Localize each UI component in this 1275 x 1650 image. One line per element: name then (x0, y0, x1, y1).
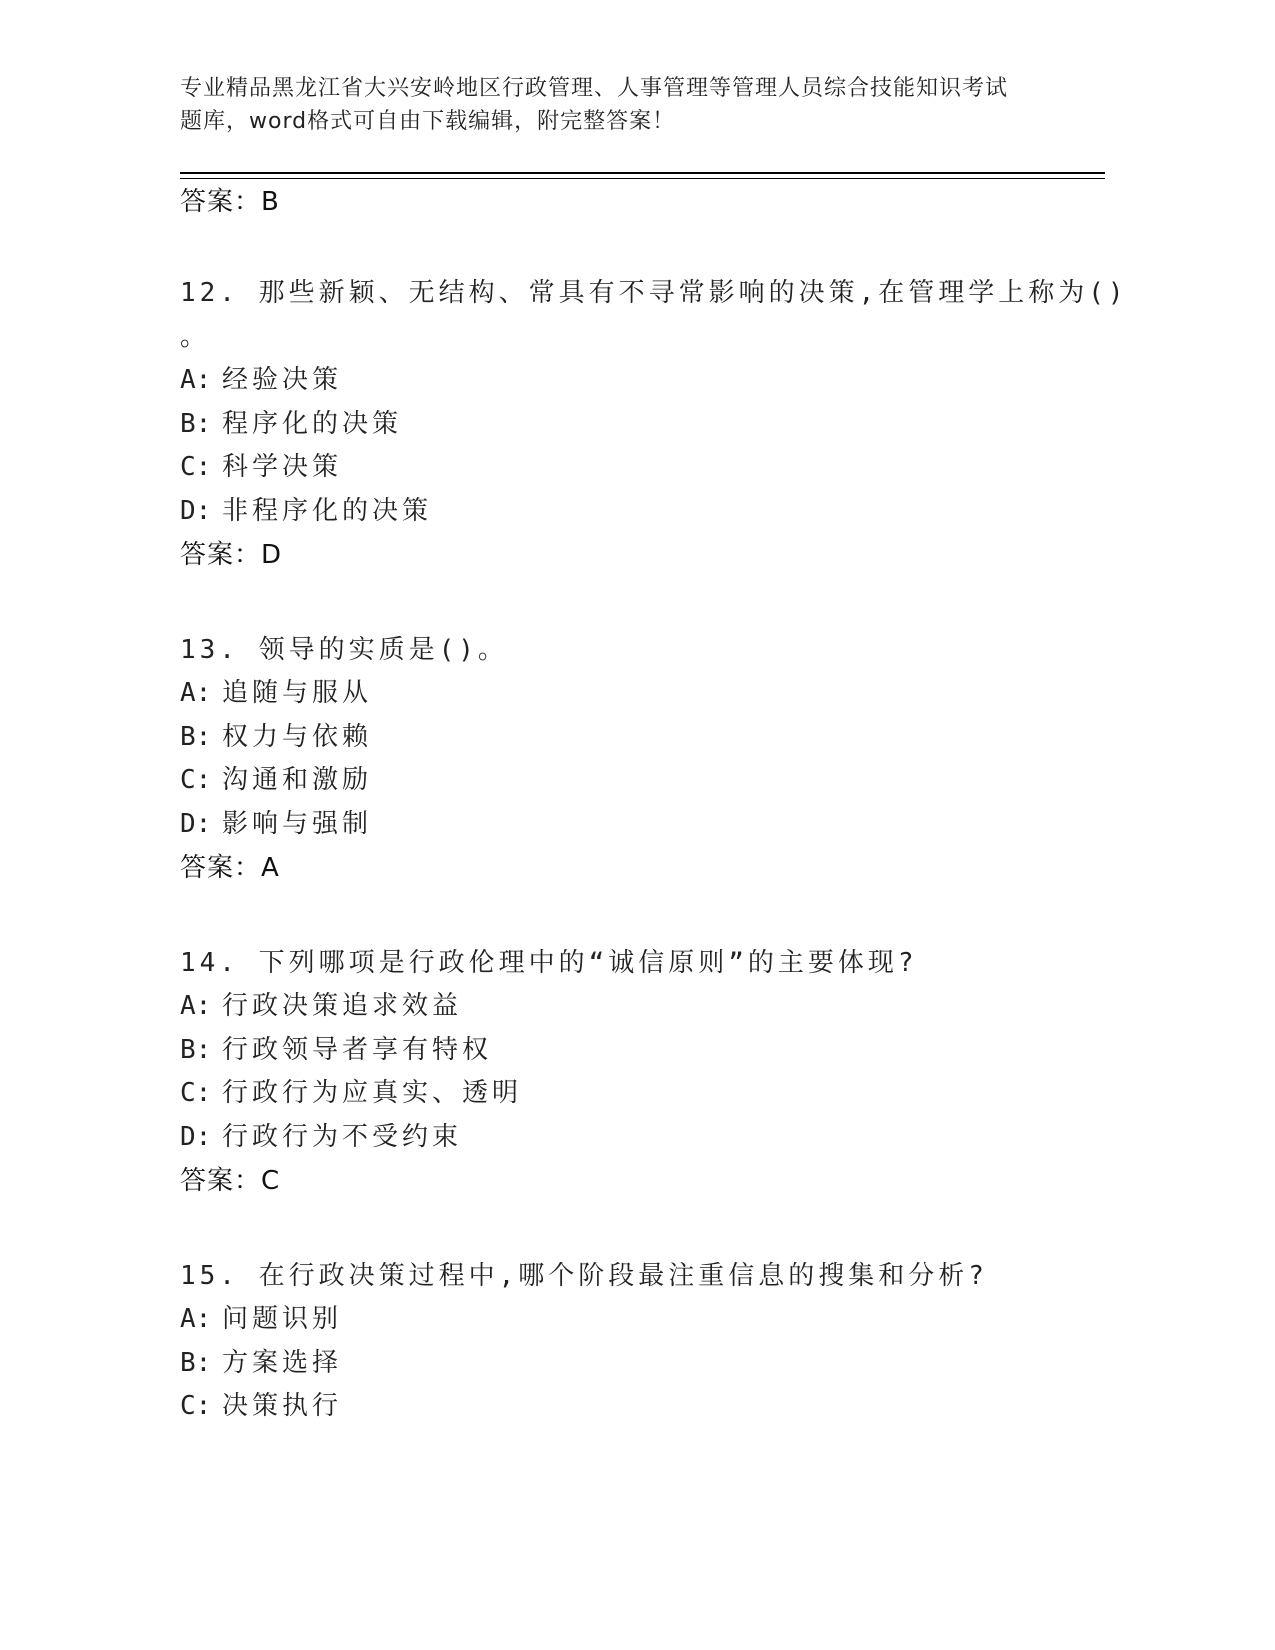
question-stem: 领导的实质是()。 (258, 635, 508, 665)
option-text: 行政行为不受约束 (222, 1121, 463, 1152)
option-text: 追随与服从 (222, 678, 373, 708)
option-a (180, 985, 1105, 1029)
question-3 (180, 941, 1105, 1203)
option-text: 行政决策追求效益 (222, 991, 463, 1021)
option-c (180, 759, 1105, 803)
option-key: B: (180, 1034, 212, 1065)
document-header (180, 72, 1080, 138)
option-c (180, 446, 1105, 490)
option-c (180, 1385, 1105, 1429)
previous-answer (180, 184, 1105, 220)
option-b (180, 1029, 1105, 1073)
option-text: 非程序化的决策 (222, 495, 433, 526)
question-4 (180, 1254, 1105, 1429)
option-key: C: (180, 1391, 212, 1421)
option-text: 权力与依赖 (222, 721, 373, 752)
question-stem: 下列哪项是行政伦理中的“诚信原则”的主要体现? (258, 948, 918, 978)
answer-value: D (261, 540, 283, 570)
answer (180, 846, 1105, 890)
option-a (180, 359, 1105, 403)
question-stem: 在行政决策过程中,哪个阶段最注重信息的搜集和分析? (258, 1261, 988, 1291)
option-text: 行政领导者享有特权 (222, 1034, 493, 1065)
question-text-continuation: 。 (180, 322, 207, 352)
question-stem: 那些新颖、无结构、常具有不寻常影响的决策,在管理学上称为() (258, 278, 1128, 308)
answer-label: 答案： (180, 853, 262, 883)
question-number: 15. (180, 1261, 239, 1291)
answer (180, 1159, 1105, 1203)
option-key: C: (180, 452, 212, 482)
question-text (180, 1254, 1105, 1298)
answer (180, 533, 1105, 577)
question-number: 13. (180, 635, 239, 665)
option-text: 影响与强制 (222, 808, 373, 839)
question-number: 14. (180, 948, 239, 978)
option-d (180, 803, 1105, 847)
option-text: 行政行为应真实、透明 (222, 1078, 523, 1108)
option-key: A: (180, 991, 212, 1021)
header-rule-thick (180, 172, 1105, 174)
option-d (180, 490, 1105, 534)
question-2 (180, 628, 1105, 890)
answer-value: B (261, 187, 280, 217)
option-key: B: (180, 1347, 212, 1378)
option-b (180, 1342, 1105, 1386)
question-text (180, 271, 1128, 315)
option-text: 问题识别 (222, 1304, 343, 1334)
option-key: D: (180, 495, 212, 526)
option-text: 方案选择 (222, 1347, 343, 1378)
option-a (180, 672, 1105, 716)
option-text: 沟通和激励 (222, 765, 373, 795)
option-text: 决策执行 (222, 1391, 343, 1421)
option-key: A: (180, 678, 212, 708)
option-b (180, 403, 1105, 447)
answer-label: 答案： (180, 540, 262, 570)
option-text: 程序化的决策 (222, 408, 403, 439)
question-text (180, 941, 1105, 985)
question-list (180, 184, 1128, 1429)
option-key: A: (180, 1304, 212, 1334)
option-key: A: (180, 365, 212, 395)
header-line-1: 专业精品黑龙江省大兴安岭地区行政管理、人事管理等管理人员综合技能知识考试 (180, 76, 1009, 101)
header-line-2: 题库，word格式可自由下载编辑，附完整答案！ (180, 109, 676, 134)
answer-value: C (261, 1166, 281, 1196)
option-key: C: (180, 765, 212, 795)
question-1 (180, 271, 1128, 577)
question-number: 12. (180, 278, 239, 308)
answer-value: A (261, 853, 280, 883)
option-text: 科学决策 (222, 452, 343, 482)
option-b (180, 716, 1105, 760)
option-key: C: (180, 1078, 212, 1108)
option-key: B: (180, 721, 212, 752)
answer-label: 答案： (180, 1166, 262, 1196)
option-key: B: (180, 408, 212, 439)
option-d (180, 1116, 1105, 1160)
answer-label: 答案： (180, 187, 262, 217)
header-rule-thin (180, 178, 1105, 179)
option-c (180, 1072, 1105, 1116)
option-key: D: (180, 808, 212, 839)
option-key: D: (180, 1121, 212, 1152)
option-text: 经验决策 (222, 365, 343, 395)
question-text (180, 628, 1105, 672)
option-a (180, 1298, 1105, 1342)
